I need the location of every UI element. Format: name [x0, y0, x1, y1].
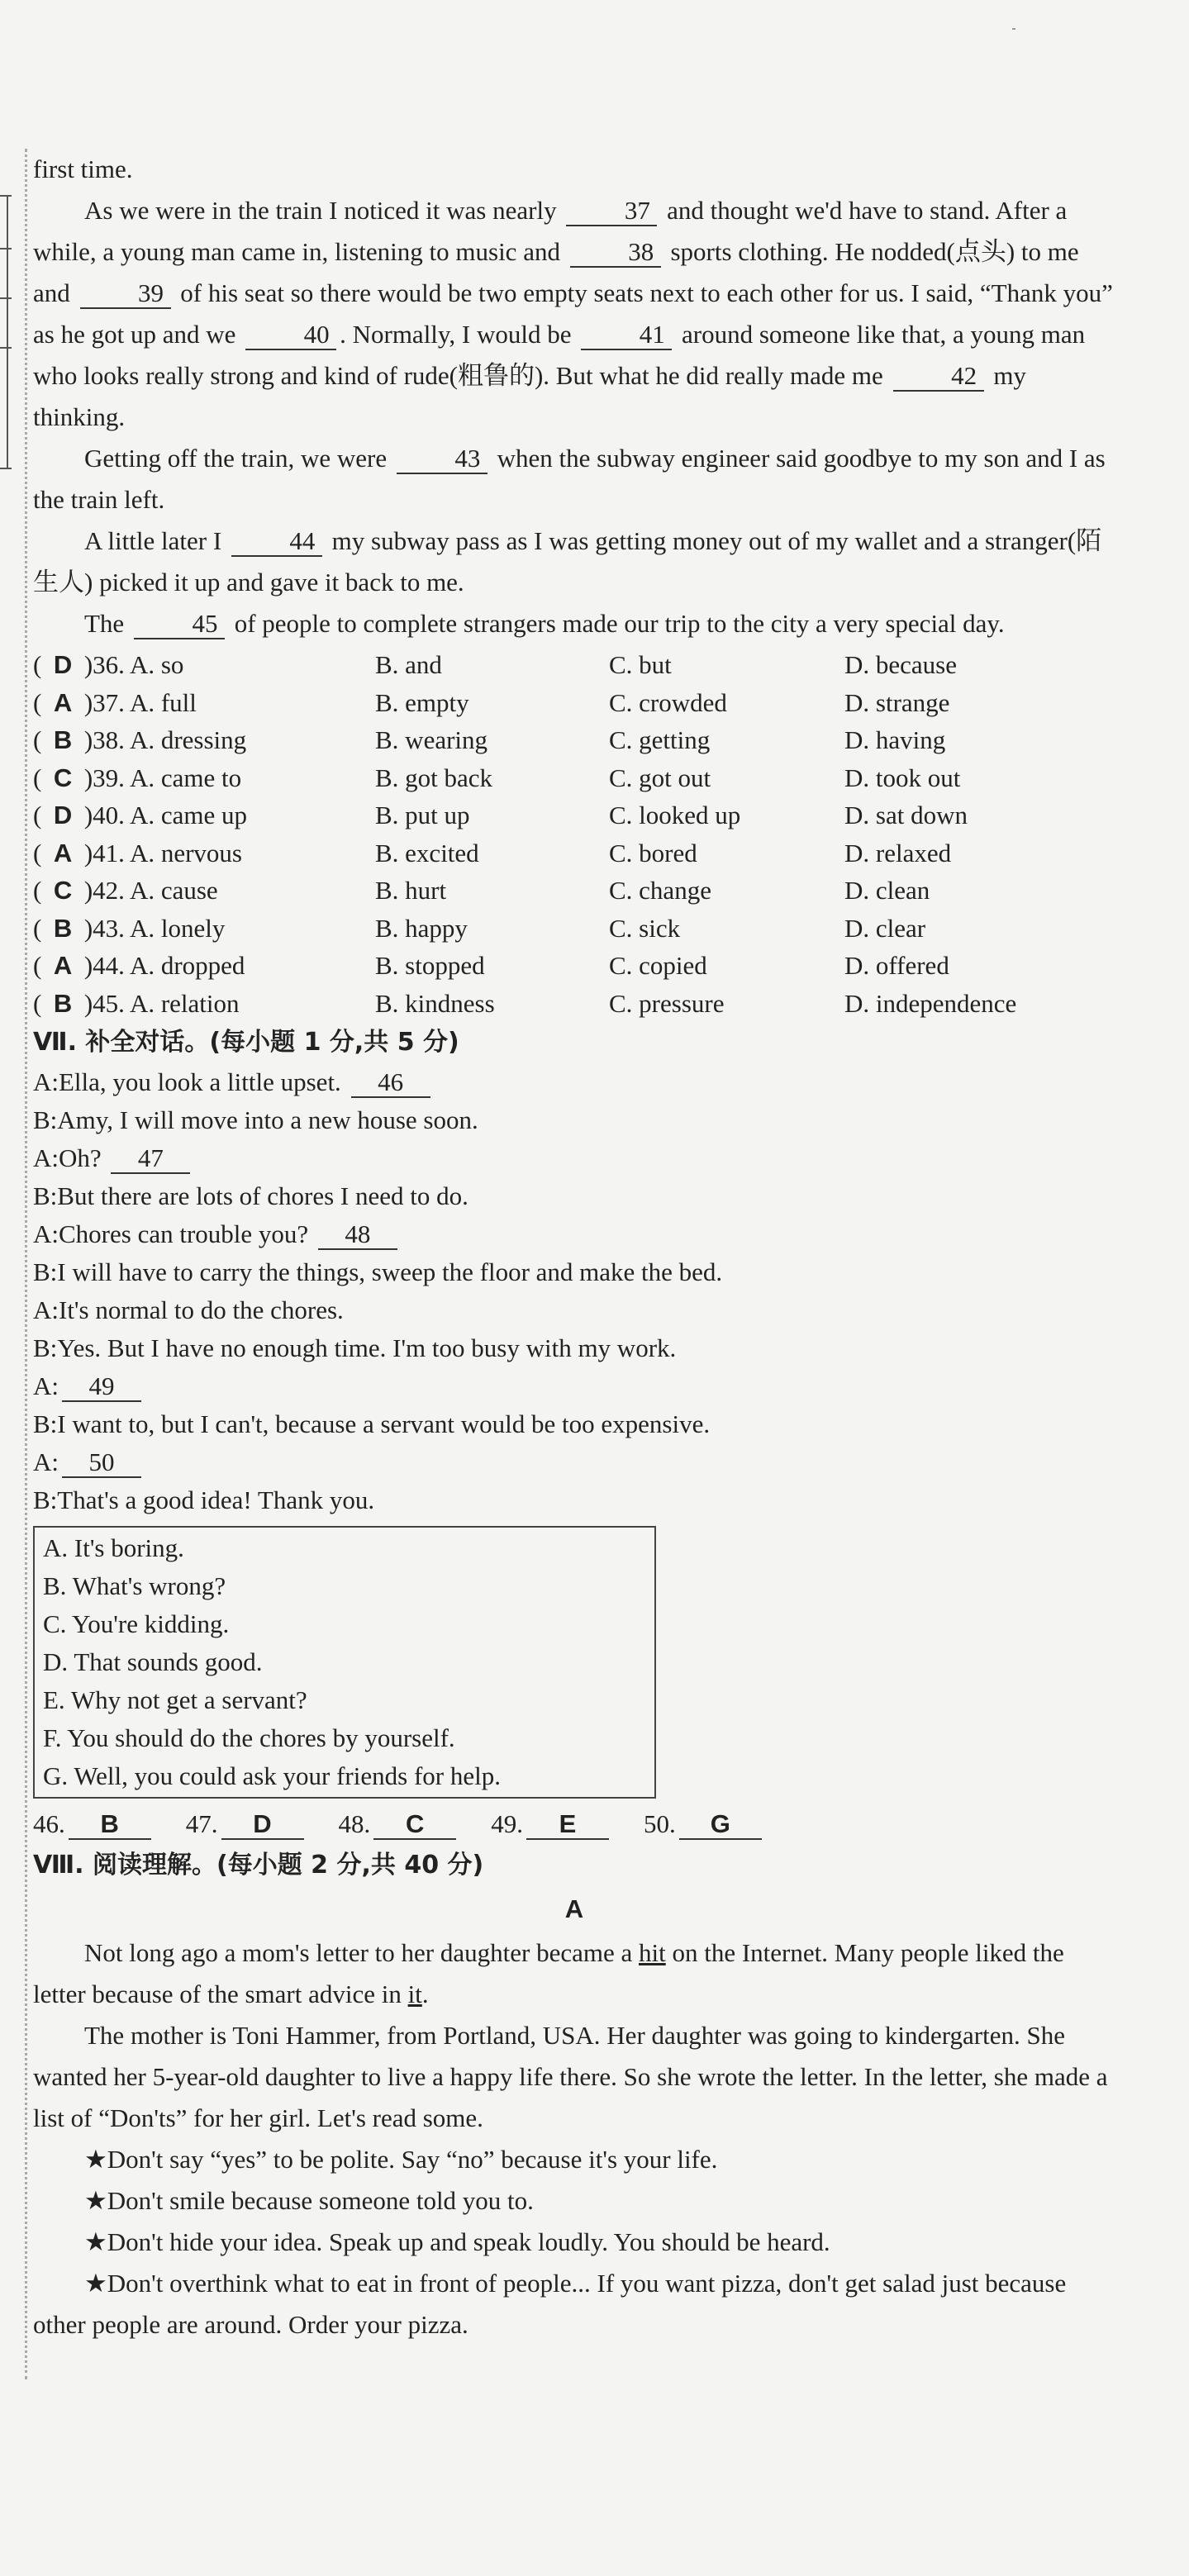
option-d: D. having — [844, 725, 946, 754]
option-b: B. kindness — [375, 988, 495, 1018]
choice-question: ( B )38. A. dressing — [33, 721, 375, 759]
margin-tick — [0, 195, 12, 197]
answer-letter: D — [53, 650, 73, 679]
content — [33, 149, 1115, 2345]
dialog-line — [33, 1215, 1115, 1253]
dialog-text: A: — [33, 1371, 59, 1400]
answer-number: 47. — [185, 1809, 218, 1838]
dialog-option: B. What's wrong? — [43, 1571, 226, 1600]
option-d: D. independence — [844, 988, 1017, 1018]
option-d: D. strange — [844, 687, 950, 717]
corner-mark — [1012, 28, 1015, 30]
margin-tick — [0, 297, 12, 299]
text: my thinking. — [33, 361, 1026, 431]
question-number: 38 — [93, 725, 119, 754]
question-number: 44 — [93, 951, 119, 980]
dialog-blank: 49 — [62, 1372, 141, 1402]
dialog-line — [33, 1139, 1115, 1177]
dialog-option: C. You're kidding. — [43, 1609, 230, 1638]
question-number: 36 — [93, 650, 119, 679]
choice-row — [33, 684, 1115, 722]
dialog-line — [33, 1481, 1115, 1519]
answer-number: 48. — [338, 1809, 371, 1838]
dialog-text: A:Ella, you look a little upset. — [33, 1067, 348, 1096]
answer-letter: A — [53, 838, 73, 867]
passage-paragraph — [33, 520, 1115, 603]
text: . — [421, 1980, 429, 2008]
dialog-text: A:It's normal to do the chores. — [33, 1295, 344, 1324]
answer-number: 50. — [644, 1809, 676, 1838]
option-a: A. cause — [129, 876, 218, 905]
dialog-line — [33, 1177, 1115, 1215]
text: on the Internet. Many people liked the letter because of the smart advice in — [33, 1938, 1064, 2008]
option-d: D. sat down — [844, 801, 968, 829]
choice-question: ( B )45. A. relation — [33, 985, 375, 1023]
margin-bracket — [7, 195, 8, 468]
option-d: D. clear — [844, 913, 926, 943]
cloze-blank: 43 — [397, 444, 487, 474]
dialog-options-box — [33, 1526, 656, 1799]
option-b: B. and — [375, 650, 442, 679]
passage-paragraph — [33, 438, 1115, 520]
option-a: A. full — [129, 687, 197, 717]
dialog-option: E. Why not get a servant? — [43, 1685, 307, 1714]
dialog-text: B:I want to, but I can't, because a servant would be too expensive. — [33, 1409, 711, 1438]
margin-dotted-line — [25, 149, 27, 2379]
option-b: B. wearing — [375, 725, 488, 754]
answer-letter: A — [53, 951, 73, 980]
option-a: A. came to — [129, 763, 242, 792]
option-a: A. nervous — [129, 838, 242, 867]
choice-row — [33, 985, 1115, 1023]
option-a: A. lonely — [129, 913, 226, 943]
question-number: 42 — [93, 876, 119, 905]
choice-question: ( A )37. A. full — [33, 684, 375, 722]
option-a: A. so — [129, 650, 184, 679]
dialog-line — [33, 1405, 1115, 1443]
choice-row — [33, 646, 1115, 684]
choice-question: ( B )43. A. lonely — [33, 910, 375, 948]
option-c: C. sick — [609, 913, 681, 943]
choice-question: ( C )39. A. came to — [33, 759, 375, 797]
answer-value: D — [221, 1810, 304, 1840]
text: and thought we'd have to stand. After a while, a young man came in, listening to music and — [33, 196, 1068, 266]
reading-paragraph-1 — [33, 1932, 1115, 2015]
dialog-option: F. You should do the chores by yourself. — [43, 1723, 455, 1752]
option-c: C. got out — [609, 763, 711, 792]
cloze-blank: 44 — [231, 527, 322, 557]
dont-item: ★Don't hide your idea. Speak up and speak loudly. You should be heard. — [84, 2227, 830, 2256]
answer-value: G — [679, 1810, 762, 1840]
question-number: 43 — [93, 913, 119, 943]
option-a: A. dropped — [129, 951, 245, 980]
text: Not long ago a mom's letter to her daughter became a — [84, 1938, 639, 1967]
text: of his seat so there would be two empty seats next to each other for us. I said, “Thank you” as he got up and we — [33, 278, 1113, 349]
cloze-blank: 42 — [893, 362, 984, 392]
text: . Normally, I would be — [340, 320, 578, 349]
cloze-blank: 39 — [80, 279, 171, 309]
dialog-blank: 50 — [62, 1448, 141, 1478]
text: As we were in the train I noticed it was nearly — [84, 196, 564, 225]
choice-question: ( D )36. A. so — [33, 646, 375, 684]
cloze-choices — [33, 646, 1115, 1022]
answer-value: C — [373, 1810, 456, 1840]
text: A little later I — [84, 526, 228, 555]
option-a: A. came up — [129, 801, 247, 829]
text: around someone like that, a young man who looks really strong and kind of rude(粗鲁的). But what he did really made me — [33, 320, 1086, 390]
text: of people to complete strangers made our trip to the city a very special day. — [227, 609, 1005, 638]
dialog-line — [33, 1443, 1115, 1481]
option-d: D. offered — [844, 951, 949, 980]
option-b: B. put up — [375, 801, 470, 829]
option-c: C. looked up — [609, 801, 741, 829]
option-a: A. dressing — [129, 725, 247, 754]
choice-question: ( C )42. A. cause — [33, 872, 375, 910]
passage-paragraph — [33, 603, 1115, 644]
passage-label: A — [564, 1894, 584, 1923]
section-8-heading: Ⅷ. 阅读理解。(每小题 2 分,共 40 分) — [33, 1851, 484, 1880]
dialog-blank: 46 — [351, 1068, 430, 1098]
option-c: C. change — [609, 876, 711, 905]
dialog-text: B:But there are lots of chores I need to do. — [33, 1181, 468, 1210]
dialog-blank: 48 — [318, 1220, 397, 1250]
option-c: C. copied — [609, 951, 707, 980]
choice-row — [33, 872, 1115, 910]
choice-row — [33, 796, 1115, 834]
option-d: D. because — [844, 650, 957, 679]
choice-question: ( A )44. A. dropped — [33, 947, 375, 985]
option-c: C. but — [609, 650, 672, 679]
section-7-heading: Ⅶ. 补全对话。(每小题 1 分,共 5 分) — [33, 1028, 459, 1057]
option-a: A. relation — [129, 988, 240, 1018]
cloze-blank: 40 — [245, 321, 336, 350]
dialog-line — [33, 1101, 1115, 1139]
option-b: B. happy — [375, 913, 468, 943]
option-d: D. took out — [844, 763, 961, 792]
text: my subway pass as I was getting money out of my wallet and a stranger(陌生人) picked it up and gave it back to me. — [33, 526, 1102, 596]
dont-item: ★Don't overthink what to eat in front of people... If you want pizza, don't get salad just because other people are around. Order your pizza. — [33, 2269, 1067, 2339]
dialog-text: A: — [33, 1447, 59, 1476]
answer-letter: A — [53, 687, 73, 717]
choice-row — [33, 759, 1115, 797]
dialog-option: D. That sounds good. — [43, 1647, 263, 1676]
cloze-blank: 37 — [566, 197, 657, 226]
underlined-word: hit — [639, 1938, 666, 1967]
option-c: C. bored — [609, 838, 697, 867]
donts-list — [33, 2139, 1115, 2345]
answer-letter: D — [53, 801, 73, 829]
text: sports clothing. He nodded(点头) to me and — [33, 237, 1079, 307]
choice-row — [33, 910, 1115, 948]
option-c: C. pressure — [609, 988, 725, 1018]
reading-paragraph-2: The mother is Toni Hammer, from Portland, USA. Her daughter was going to kindergarten. She wanted her 5-year-old daughter to live a happy life there. So she wrote the letter. In the letter, she made a list of “Don'ts” for her girl. Let's read some. — [33, 2021, 1108, 2132]
answer-letter: C — [53, 763, 73, 792]
text: Getting off the train, we were — [84, 444, 393, 473]
choice-question: ( D )40. A. came up — [33, 796, 375, 834]
dialog-line — [33, 1367, 1115, 1405]
option-b: B. excited — [375, 838, 479, 867]
choice-row — [33, 721, 1115, 759]
answer-number: 49. — [491, 1809, 523, 1838]
option-b: B. empty — [375, 687, 469, 717]
question-number: 39 — [93, 763, 119, 792]
margin-tick — [0, 248, 12, 250]
cloze-blank: 41 — [581, 321, 672, 350]
dialog-text: B:That's a good idea! Thank you. — [33, 1485, 375, 1514]
dialog-line — [33, 1329, 1115, 1367]
dialog-line — [33, 1253, 1115, 1291]
option-b: B. hurt — [375, 876, 447, 905]
underlined-word: it — [407, 1980, 422, 2008]
dialog-line — [33, 1063, 1115, 1101]
margin-tick — [0, 468, 12, 469]
answer-letter: B — [53, 725, 73, 754]
option-b: B. got back — [375, 763, 493, 792]
answer-letter: B — [53, 988, 73, 1018]
margin-tick — [0, 347, 12, 349]
answer-value: E — [526, 1810, 609, 1840]
option-d: D. relaxed — [844, 838, 952, 867]
choice-question: ( A )41. A. nervous — [33, 834, 375, 872]
dialog-text: B:Amy, I will move into a new house soon. — [33, 1105, 478, 1134]
option-c: C. getting — [609, 725, 711, 754]
text: The — [84, 609, 131, 638]
question-number: 41 — [93, 838, 119, 867]
answer-number: 46. — [33, 1809, 65, 1838]
dont-item: ★Don't smile because someone told you to. — [84, 2186, 534, 2215]
question-number: 45 — [93, 988, 119, 1018]
passage-paragraph — [33, 190, 1115, 438]
dialog-answers — [33, 1804, 1115, 1845]
dialog-option: G. Well, you could ask your friends for help. — [43, 1761, 501, 1790]
choice-row — [33, 947, 1115, 985]
question-number: 37 — [93, 687, 119, 717]
dialog-text: B:I will have to carry the things, sweep the floor and make the bed. — [33, 1257, 723, 1286]
option-d: D. clean — [844, 876, 930, 905]
answer-letter: B — [53, 913, 73, 943]
dialog-text: A:Oh? — [33, 1143, 108, 1172]
cloze-blank: 45 — [134, 610, 225, 639]
dialog-blank: 47 — [111, 1144, 190, 1174]
option-c: C. crowded — [609, 687, 727, 717]
question-number: 40 — [93, 801, 119, 829]
passage-paragraph: first time. — [33, 154, 133, 183]
dont-item: ★Don't say “yes” to be polite. Say “no” because it's your life. — [84, 2145, 718, 2174]
dialog-line — [33, 1291, 1115, 1329]
text: when the subway engineer said goodbye to my son and I as the train left. — [33, 444, 1106, 514]
cloze-blank: 38 — [570, 238, 661, 268]
choice-row — [33, 834, 1115, 872]
answer-value: B — [69, 1810, 151, 1840]
answer-letter: C — [53, 876, 73, 905]
dialog-option: A. It's boring. — [43, 1533, 184, 1562]
dialog-text: A:Chores can trouble you? — [33, 1219, 315, 1248]
option-b: B. stopped — [375, 951, 485, 980]
dialog-text: B:Yes. But I have no enough time. I'm too busy with my work. — [33, 1333, 677, 1362]
dialog — [33, 1063, 1115, 1519]
cloze-passage — [33, 149, 1115, 644]
